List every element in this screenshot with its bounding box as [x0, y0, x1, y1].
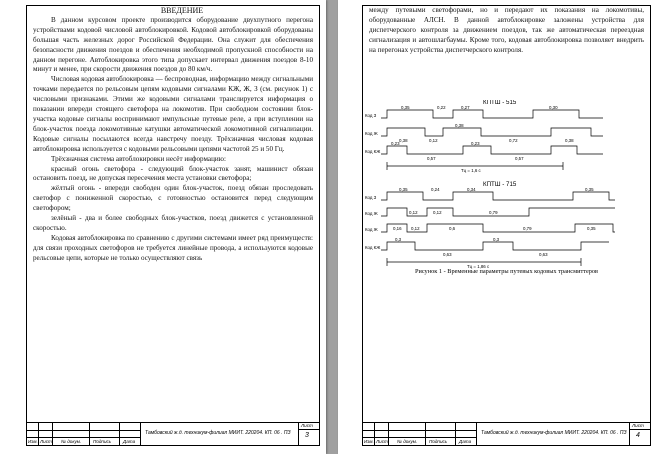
code-z-515-waveform [381, 110, 603, 118]
interval-value: 0,79 [489, 210, 498, 215]
stamp-label: Подпись [429, 439, 448, 444]
interval-value: 0,57 [427, 156, 436, 161]
interval-value: 0,35 [401, 105, 410, 110]
interval-value: 0,23 [391, 141, 400, 146]
title-block-stamp [362, 422, 651, 446]
interval-value: 0,22 [437, 105, 446, 110]
diagram-title-515: КПТШ - 515 [483, 100, 517, 106]
title-block-stamp [26, 422, 320, 446]
interval-value: 0,63 [539, 252, 548, 257]
interval-value: 0,12 [433, 210, 442, 215]
stamp-label: Дата [123, 439, 136, 444]
document-page-4 [338, 0, 661, 454]
sheet-number: 4 [636, 432, 640, 439]
row-label: Код Ж [365, 131, 378, 136]
interval-value: 0,12 [429, 138, 438, 143]
stamp-label: Дата [459, 439, 472, 444]
sheet-label: Лист [301, 423, 313, 428]
sheet-number: 3 [305, 432, 309, 439]
interval-value: 0,30 [549, 105, 558, 110]
stamp-divider [299, 429, 319, 430]
timing-diagram-svg [363, 100, 649, 270]
interval-value: 0,12 [411, 226, 420, 231]
interval-value: 0,3 [493, 237, 500, 242]
code-timing-diagram [363, 100, 650, 275]
paragraph: жёлтый огонь - впереди свободен один блок-участок, поезд обязан проследовать светофор с пониженной скоростью, с готовностью остановится перед следующим светофором; [33, 184, 313, 213]
paragraph: красный огонь светофора - следующий блок-участок занят, машинист обязан остановить поезд, не допуская пересечения места установки светофора; [33, 164, 313, 183]
row-label: Код КЖ [365, 245, 381, 250]
stamp-label: № докум. [397, 439, 418, 444]
interval-value: 0,38 [565, 138, 574, 143]
interval-value: 0,57 [515, 156, 524, 161]
interval-value: 0,6 [449, 226, 456, 231]
interval-value: 0,34 [467, 187, 476, 192]
interval-value: 0,24 [431, 187, 440, 192]
stamp-label: Изм. [28, 439, 38, 444]
interval-value: 0,79 [523, 226, 532, 231]
code-kzh-515-waveform [381, 146, 603, 154]
interval-value: 0,35 [587, 226, 596, 231]
interval-value: 0,16 [393, 226, 402, 231]
paragraph: зелёный - два и более свободных блок-участков, поезд движется с установленной скоростью. [33, 214, 313, 232]
interval-value: 0,35 [399, 187, 408, 192]
diagram-title-715: КПТШ - 715 [483, 181, 517, 188]
stamp-document-code: Тамбовский ж.д. техникум-филиал МИИТ. 220204. КП. 06 . ПЗ [481, 430, 627, 436]
interval-value: 0,27 [461, 105, 470, 110]
interval-value: 0,63 [443, 252, 452, 257]
document-page-3 [0, 0, 326, 454]
cycle-label: Тц = 1,86 с [467, 264, 490, 269]
row-label: Код З [365, 195, 377, 200]
stamp-label: Лист [40, 439, 52, 444]
figure-caption: Рисунок 1 - Временные параметры путевых кодовых трансмиттеров [414, 268, 599, 275]
code-z-715-waveform [381, 192, 615, 200]
page-frame [26, 5, 320, 446]
interval-value: 0,38 [399, 138, 408, 143]
paragraph: Кодовая автоблокировка по сравнению с другими системами имеет ряд преимуществ: для связи проходных светофоров не требуется линейные провода, а используются кодовые рельсовые цепи, которые не только осуществляют связь [33, 233, 313, 262]
code-zh-515-waveform [381, 128, 603, 136]
stamp-label: Лист [376, 439, 388, 444]
code-kzh-715-waveform [381, 242, 609, 250]
paragraph: В данном курсовом проекте производится оборудование двухпутного перегона устройствами кодовой числовой автоблокировкой. Кодовой автоблокировкой оборудованы большая часть железных дорог Российской Федерации. Она служит для обеспечения безопасности движения поездов и обеспечения необходимой пропускной способности на данном перегоне. Автоблокировка этого типа допускает интервал движения поездов 8-10 минут и менее, при скорости движения поездов до 80 км/ч. [33, 15, 313, 74]
stamp-label: Подпись [93, 439, 112, 444]
row-label: Код З [365, 113, 377, 118]
interval-value: 0,38 [455, 123, 464, 128]
row-label: Код КЖ [365, 149, 381, 154]
interval-value: 0,35 [585, 187, 594, 192]
interval-value: 0,72 [509, 138, 518, 143]
page-title: ВВЕДЕНИЕ [160, 6, 204, 15]
interval-value: 0,3 [395, 237, 402, 242]
page-body [369, 6, 644, 56]
interval-value: 0,12 [409, 210, 418, 215]
paragraph: Числовая кодовая автоблокировка — беспроводная, информацию между сигнальными точками передается по рельсовым цепям кодовыми сигналами КЖ, Ж, З (см. рисунок 1) с числовыми признаками. Этими же кодовыми сигналами транслируется информация о показании впереди стоящего светофора на локомотив. При свободном состоянии блок-участка кодовые сигналы воспринимают импульсные путевые реле, а при вступлении на блок-участок поезда локомотивные катушки автоматической локомотивной сигнализации. Кодовые сигналы посылаются всегда навстречу поезду. Трёхзначная числовая кодовая автоблокировка используется с кодовыми рельсовыми цепями частотой 25 и 50 Гц. [33, 75, 313, 153]
sheet-number-box [298, 423, 319, 445]
stamp-label: № докум. [61, 439, 82, 444]
interval-value: 0,23 [471, 141, 480, 146]
stamp-label: Изм. [364, 439, 374, 444]
sheet-label: Лист [632, 423, 644, 428]
sheet-number-box [629, 423, 650, 445]
stamp-divider [630, 429, 650, 430]
stamp-document-code: Тамбовский ж.д. техникум-филиал МИИТ. 220204. КП. 06 . ПЗ [145, 430, 291, 436]
cycle-label: Тц = 1,6 с [461, 168, 481, 173]
page-frame [362, 5, 651, 446]
paragraph: между путевыми светофорами, но и передают их показания на локомотивы, оборудованные АЛСН. В данной автоблокировке заложены устройства для диспетчерского контроля за движением поездов, так же автоматическая переездная сигнализация и автошлагбаумы. Кроме того, кодовая автоблокировка позволяет внедрить на перегонах устройства диспетчерского контроля. [369, 6, 644, 54]
row-label: Код Ж [365, 211, 378, 216]
page-body [33, 6, 313, 264]
row-label: Код Ж [365, 227, 378, 232]
paragraph: Трёхзначная система автоблокировки несёт информацию: [51, 154, 226, 163]
